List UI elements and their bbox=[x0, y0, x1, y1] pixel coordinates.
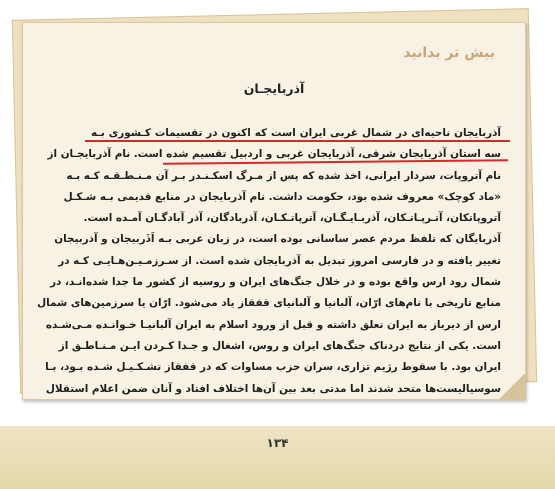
red-underline-1 bbox=[85, 140, 510, 142]
text-line: منابع تاریخی با نام‌های ارّان، آلبانیا و آلبانیای قفقاز یاد می‌شود. ارّان یا سرزمین‌های شمال bbox=[37, 297, 501, 310]
text-line: است. یکی از نتایج دردناک جنگ‌های ایران و روس، اشغال و جـدا کـردن ایـن مـنـاطـق از bbox=[58, 339, 501, 352]
body-text bbox=[37, 123, 501, 400]
text-line: ارس از دیرباز به ایران تعلق داشته و قبل از ورود اسلام به ایران آلبانیـا خـوانـده مـی‌شـده bbox=[45, 318, 501, 331]
text-line: تغییر یافته و در فارسی امروز تبدیل به آذربایجان شده است. از سـرزمـیـن‌هـایـی کـه در bbox=[58, 254, 501, 267]
text-line: سوسیالیست‌ها متحد شدند اما مدتی بعد بین آن‌ها اختلاف افتاد و آنان ضمن اعلام استقلال bbox=[45, 382, 501, 395]
section-badge: بیش تر بدانید bbox=[403, 45, 495, 61]
text-line: آذربایگان که تلفظ مردم عصر ساسانی بوده است، در زبان عربی بـه اَذَربیجان و آذربیجان bbox=[54, 233, 501, 246]
text-line: شمال رود ارس واقع بوده و در خلال جنگ‌های ایران و روسیه از کشور ما جدا شده‌انـد، در bbox=[50, 276, 501, 289]
paper-curled-corner bbox=[498, 372, 526, 400]
text-line: «ماد کوچک» معروف شده بود، حکومت داشت. نام آذربایجان در منابع قدیمی بـه شـکـل bbox=[63, 190, 501, 203]
text-line: سه استان آذربایجان شرقی، آذربایجان غربی و اردبیل تقسیم شده است. نام آذربایجـان از bbox=[47, 148, 501, 161]
text-line: آذربایجان ناحیه‌ای در شمال غربی ایران است که اکنون در تقسیمات کـشوری بـه bbox=[91, 127, 501, 139]
page-title: آذربایجـان bbox=[243, 81, 305, 96]
text-line: نام آتروپات، سردار ایرانی، اخذ شده که پس از مـرگ اسکـنـدر بـر آن مـنـطـقـه کـه بـه bbox=[66, 169, 501, 182]
text-line: ایران بود. با سقوط رژیم تزاری، سران حزب مساوات که در قفقاز تشـکـیـل شـده بـود، بـا bbox=[45, 361, 501, 374]
note-paper bbox=[22, 22, 526, 400]
page-number: ۱۳۴ bbox=[266, 436, 289, 450]
text-line: آتروپاتکان، آتـرپـاتـکان، آذربـایـگـان، آترپاتـکـان، آذربادگان، آذر آبادگـان آمـده است. bbox=[83, 212, 501, 225]
